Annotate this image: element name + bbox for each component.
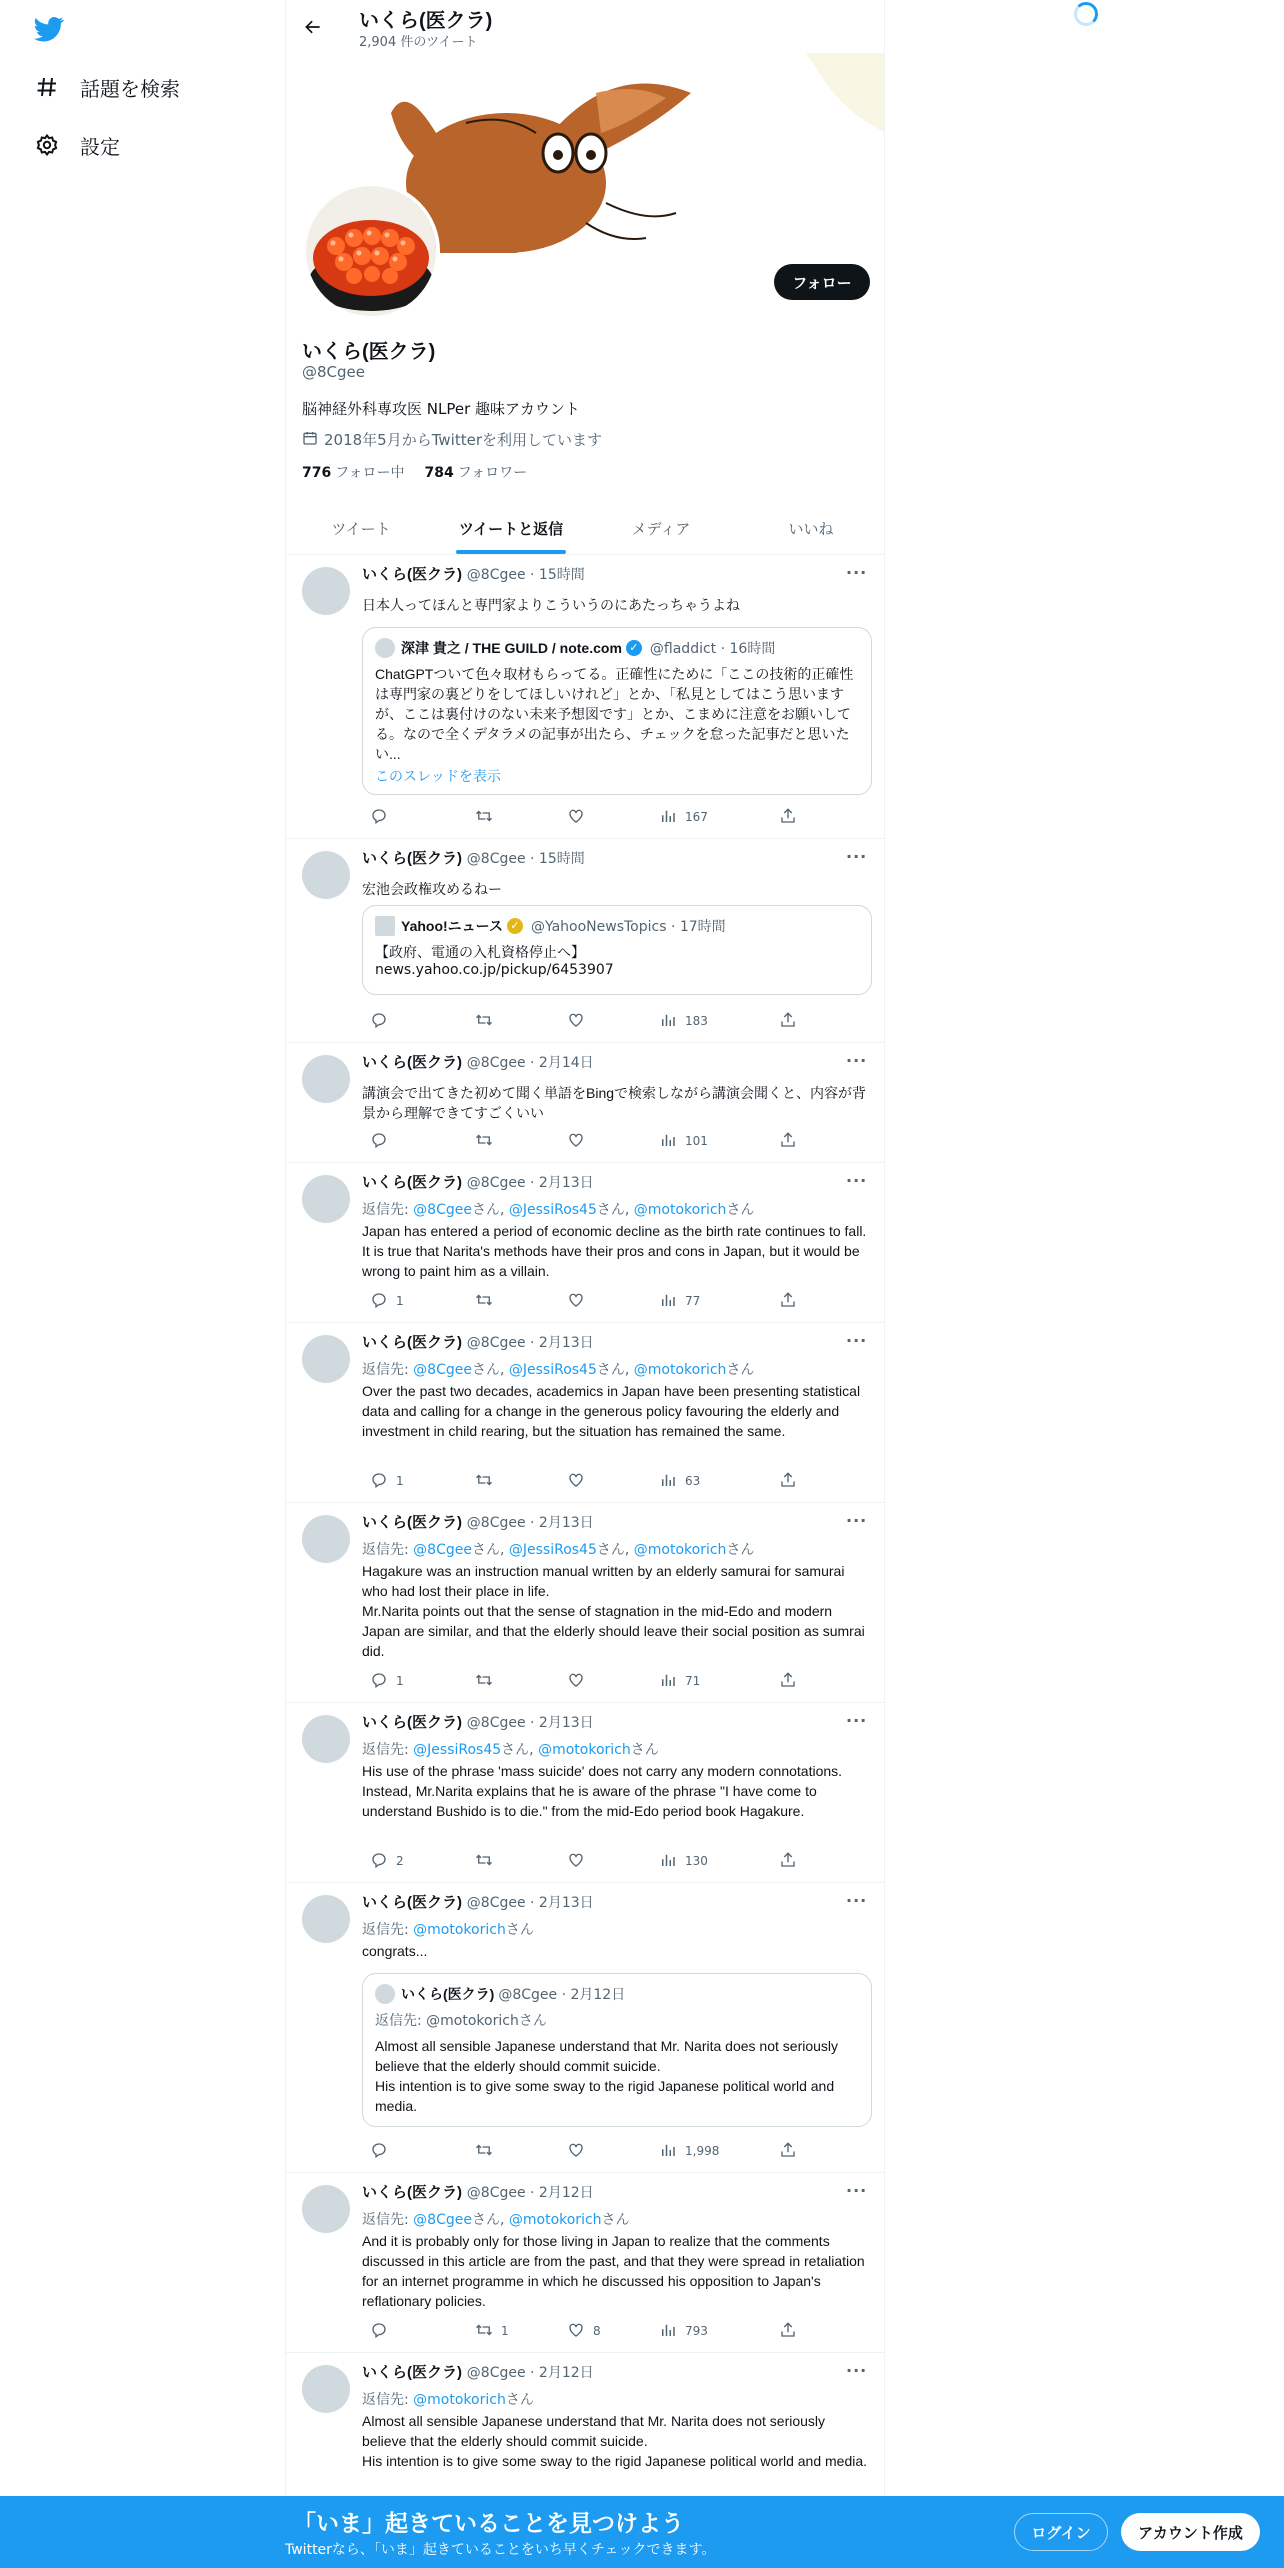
quoted-author-avatar bbox=[375, 1984, 395, 2004]
tweet-header bbox=[362, 1171, 594, 1192]
action-count: 71 bbox=[685, 1674, 701, 1688]
profile-stats bbox=[302, 462, 527, 482]
heart-icon bbox=[567, 1851, 585, 1872]
tweet-actions bbox=[362, 1011, 802, 1031]
reply-button[interactable] bbox=[362, 1131, 467, 1151]
profile-tabs bbox=[286, 502, 885, 555]
retweet-icon bbox=[475, 1671, 493, 1692]
tweet-item[interactable] bbox=[286, 555, 885, 839]
retweet-button[interactable] bbox=[467, 1291, 559, 1311]
tweet-actions bbox=[362, 2141, 802, 2161]
tweet-author-name[interactable]: いくら(医クラ) bbox=[362, 1514, 462, 1531]
nav-settings[interactable] bbox=[34, 125, 120, 165]
tweet-actions bbox=[362, 1131, 802, 1151]
following-count: 776 bbox=[302, 465, 332, 481]
reply-to-suffix: さん bbox=[501, 1742, 530, 1758]
reply-to-suffix: さん bbox=[505, 1922, 534, 1938]
tweet-actions bbox=[362, 807, 802, 827]
views-button[interactable] bbox=[651, 1671, 771, 1691]
more-options-icon[interactable]: ··· bbox=[846, 1511, 868, 1530]
signup-prompt-subtitle: Twitterなら、「いま」起きていることをいち早くチェックできます。 bbox=[285, 2542, 716, 2558]
like-button[interactable] bbox=[559, 2141, 651, 2161]
quoted-tweet-header bbox=[375, 916, 859, 936]
views-icon bbox=[659, 1291, 677, 1312]
heart-icon bbox=[567, 1671, 585, 1692]
reply-to-prefix: 返信先: bbox=[362, 1542, 414, 1558]
quoted-author-meta: @8Cgee · 2月12日 bbox=[498, 1987, 626, 2003]
reply-to-handle[interactable]: @8Cgee bbox=[413, 1542, 472, 1558]
reply-button[interactable] bbox=[362, 1011, 467, 1031]
joined-text: 2018年5月からTwitterを利用しています bbox=[324, 431, 602, 449]
quoted-author-avatar bbox=[375, 916, 395, 936]
heart-icon bbox=[567, 807, 585, 828]
tweet-item[interactable] bbox=[286, 1323, 885, 1503]
action-count: 63 bbox=[685, 1474, 701, 1488]
tab-tweets-and-replies[interactable]: ツイートと返信 bbox=[436, 502, 586, 554]
tweet-text: Almost all sensible Japanese understand that Mr. Narita does not seriously believe that the elderly should commit suicide. His intention is to give some sway to the rigid Japanese political world and media. bbox=[362, 2413, 868, 2469]
tweet-header bbox=[362, 1511, 594, 1532]
reply-icon bbox=[370, 1671, 388, 1692]
like-button[interactable] bbox=[559, 1671, 651, 1691]
quoted-author-name: Yahoo!ニュース bbox=[401, 918, 503, 934]
reply-button[interactable] bbox=[362, 2141, 467, 2161]
tweet-avatar[interactable] bbox=[302, 2185, 350, 2233]
views-icon bbox=[659, 1671, 677, 1692]
views-icon bbox=[659, 2321, 677, 2342]
retweet-button[interactable] bbox=[467, 807, 559, 827]
quoted-reply-to: 返信先: @motokorichさん bbox=[375, 2013, 547, 2029]
profile-header-bar bbox=[286, 0, 885, 53]
share-button[interactable] bbox=[771, 1851, 801, 1871]
reply-to-handle[interactable]: @motokorich bbox=[413, 2392, 506, 2408]
tweet-header bbox=[362, 563, 585, 584]
tweet-author-meta: @8Cgee · 2月12日 bbox=[466, 2365, 594, 2381]
tweet-text: 宏池会政権攻めるねー bbox=[362, 881, 502, 897]
like-button[interactable] bbox=[559, 1851, 651, 1871]
reply-to-suffix: さん bbox=[596, 1202, 625, 1218]
signup-prompt-bar bbox=[0, 2496, 1284, 2568]
followers-label: フォロワー bbox=[457, 465, 528, 481]
tweet-text: congrats... bbox=[362, 1943, 428, 1959]
views-button[interactable] bbox=[651, 2321, 771, 2341]
reply-to-suffix: さん bbox=[505, 2392, 534, 2408]
reply-to-suffix: さん bbox=[726, 1202, 755, 1218]
retweet-button[interactable] bbox=[467, 1011, 559, 1031]
action-count: 1 bbox=[396, 1474, 404, 1488]
tweet-author-name[interactable]: いくら(医クラ) bbox=[362, 850, 462, 867]
tweet-text: And it is probably only for those living in Japan to realize that the comments discussed in this article are from the past, and that they were spread in retaliation for an internet programme in which he discussed his opposition to Japan's reflationary policies. bbox=[362, 2233, 865, 2309]
reply-to-suffix: さん bbox=[601, 2212, 630, 2228]
signup-button[interactable]: アカウント作成 bbox=[1121, 2513, 1260, 2551]
action-count: 8 bbox=[593, 2324, 601, 2338]
tweet-author-meta: @8Cgee · 2月13日 bbox=[466, 1895, 594, 1911]
share-icon bbox=[779, 2141, 797, 2162]
tweet-author-name[interactable]: いくら(医クラ) bbox=[362, 566, 462, 583]
tweet-author-meta: @8Cgee · 2月13日 bbox=[466, 1515, 594, 1531]
share-button[interactable] bbox=[771, 1131, 801, 1151]
more-options-icon[interactable]: ··· bbox=[846, 1171, 868, 1190]
more-options-icon[interactable]: ··· bbox=[846, 1891, 868, 1910]
tweet-author-name[interactable]: いくら(医クラ) bbox=[362, 1714, 462, 1731]
tweet-author-name[interactable]: いくら(医クラ) bbox=[362, 2184, 462, 2201]
signup-prompt-title: 「いま」起きていることを見つけよう bbox=[293, 2510, 684, 2536]
tweet-item[interactable] bbox=[286, 839, 885, 1043]
share-button[interactable] bbox=[771, 807, 801, 827]
followers-count: 784 bbox=[424, 465, 454, 481]
more-options-icon[interactable]: ··· bbox=[846, 2181, 868, 2200]
reply-to-line: 返信先: @JessiRos45さん, @motokorichさん bbox=[362, 1742, 659, 1758]
reply-button[interactable] bbox=[362, 2321, 467, 2341]
action-count: 167 bbox=[685, 810, 708, 824]
reply-to-line: 返信先: @8Cgeeさん, @JessiRos45さん, @motokorichさん bbox=[362, 1542, 755, 1558]
views-icon bbox=[659, 1131, 677, 1152]
share-icon bbox=[779, 1471, 797, 1492]
reply-to-handle[interactable]: @motokorich bbox=[633, 1362, 727, 1378]
more-options-icon[interactable]: ··· bbox=[846, 563, 868, 582]
tweet-author-meta: @8Cgee · 2月13日 bbox=[466, 1175, 594, 1191]
tweet-author-name[interactable]: いくら(医クラ) bbox=[362, 1894, 462, 1911]
login-button[interactable]: ログイン bbox=[1014, 2513, 1108, 2551]
reply-to-line bbox=[362, 1919, 534, 1939]
verified-gold-badge-icon: ✓ bbox=[507, 918, 523, 934]
tweet-author-meta: @8Cgee · 2月14日 bbox=[466, 1055, 594, 1071]
reply-to-suffix: さん bbox=[596, 1542, 625, 1558]
action-count: 183 bbox=[685, 1014, 708, 1028]
views-button[interactable] bbox=[651, 2141, 771, 2161]
tweet-avatar[interactable] bbox=[302, 1515, 350, 1563]
loading-spinner-icon bbox=[1074, 2, 1098, 26]
action-count: 1 bbox=[501, 2324, 509, 2338]
quoted-tweet-link[interactable]: news.yahoo.co.jp/pickup/6453907 bbox=[375, 962, 614, 978]
tweet-author-meta: @8Cgee · 2月13日 bbox=[466, 1335, 594, 1351]
share-button[interactable] bbox=[771, 1011, 801, 1031]
tweet-text: Japan has entered a period of economic decline as the birth rate continues to fall. It is true that Narita's methods have their pros and cons in Japan, but it would be wrong to paint him as a villain. bbox=[362, 1223, 867, 1279]
quoted-author-name: 深津 貴之 / THE GUILD / note.com bbox=[401, 640, 622, 656]
tab-media[interactable]: メディア bbox=[631, 519, 691, 538]
tweet-author-meta: @8Cgee · 2月12日 bbox=[466, 2185, 594, 2201]
reply-to-handle[interactable]: @motokorich bbox=[538, 1742, 631, 1758]
gear-icon bbox=[34, 132, 60, 158]
reply-to-prefix: 返信先: bbox=[362, 1922, 414, 1938]
more-options-icon[interactable]: ··· bbox=[846, 1711, 868, 1730]
reply-button[interactable] bbox=[362, 1471, 467, 1491]
tweet-avatar[interactable] bbox=[302, 1335, 350, 1383]
share-button[interactable] bbox=[771, 1671, 801, 1691]
reply-to-handle[interactable]: @JessiRos45 bbox=[508, 1542, 597, 1558]
followers-link[interactable] bbox=[425, 465, 528, 481]
tweet-header bbox=[362, 1711, 594, 1732]
profile-joined-date bbox=[302, 429, 602, 450]
tweet-text: Hagakure was an instruction manual written by an elderly samurai for samurai who had lost their place in life. Mr.Narita points out that the sense of stagnation in the mid-Edo and modern Japan are similar, and that the elderly should leave their social position as sumrai did. bbox=[362, 1563, 865, 1659]
reply-to-prefix: 返信先: bbox=[362, 2212, 414, 2228]
more-options-icon[interactable]: ··· bbox=[846, 1331, 868, 1350]
action-count: 1 bbox=[396, 1674, 404, 1688]
share-button[interactable] bbox=[771, 1291, 801, 1311]
retweet-button[interactable] bbox=[467, 1851, 559, 1871]
profile-avatar[interactable] bbox=[302, 182, 440, 320]
share-icon bbox=[779, 2321, 797, 2342]
tab-tweets[interactable]: ツイート bbox=[331, 519, 391, 538]
reply-to-suffix: さん bbox=[471, 2212, 500, 2228]
tweet-author-name[interactable]: いくら(医クラ) bbox=[362, 1174, 462, 1191]
reply-to-line: 返信先: @8Cgeeさん, @motokorichさん bbox=[362, 2212, 630, 2228]
reply-to-handle[interactable]: @8Cgee bbox=[413, 1362, 472, 1378]
reply-icon bbox=[370, 1131, 388, 1152]
share-icon bbox=[779, 1671, 797, 1692]
action-count: 130 bbox=[685, 1854, 708, 1868]
tweet-avatar[interactable] bbox=[302, 1055, 350, 1103]
tweet-header bbox=[362, 1051, 594, 1072]
tweet-text: His use of the phrase 'mass suicide' does not carry any modern connotations. Instead, Mr.Narita explains that he is aware of the phrase "I have come to understand Bushido is to die." from the mid-Edo period book Hagakure. bbox=[362, 1763, 843, 1819]
views-button[interactable] bbox=[651, 1131, 771, 1151]
like-button[interactable] bbox=[559, 1291, 651, 1311]
views-button[interactable] bbox=[651, 1851, 771, 1871]
tweet-actions bbox=[362, 1851, 802, 1871]
reply-to-suffix: さん bbox=[471, 1202, 500, 1218]
reply-to-suffix: さん bbox=[726, 1362, 755, 1378]
retweet-icon bbox=[475, 1851, 493, 1872]
retweet-icon bbox=[475, 1131, 493, 1152]
tweet-item[interactable] bbox=[286, 1043, 885, 1163]
retweet-icon bbox=[475, 1471, 493, 1492]
reply-to-handle[interactable]: @motokorich bbox=[413, 1922, 506, 1938]
retweet-icon bbox=[475, 807, 493, 828]
tweet-author-meta: @8Cgee · 15時間 bbox=[466, 567, 585, 583]
left-sidebar bbox=[0, 0, 285, 2568]
views-icon bbox=[659, 1471, 677, 1492]
heart-icon bbox=[567, 2321, 585, 2342]
tweet-avatar[interactable] bbox=[302, 1895, 350, 1943]
like-button[interactable] bbox=[559, 807, 651, 827]
views-icon bbox=[659, 1011, 677, 1032]
quoted-tweet-text: 【政府、電通の入札資格停止へ】 bbox=[375, 944, 585, 960]
reply-icon bbox=[370, 1471, 388, 1492]
tweet-item[interactable] bbox=[286, 1163, 885, 1323]
profile-bio: 脳神経外科専攻医 NLPer 趣味アカウント bbox=[302, 400, 580, 418]
tweet-header bbox=[362, 847, 585, 868]
action-count: 1,998 bbox=[685, 2144, 720, 2158]
retweet-icon bbox=[475, 1291, 493, 1312]
quoted-tweet-text: ChatGPTついて色々取材もらってる。正確性にために「ここの技術的正確性は専門家の裏どりをしてほしいけれど」とか、「私見としてはこう思いますが、ここは裏付けのない未来予想図です」とか、こまめに注意をお願いしてる。なので全くデタラメの記事が出たら、チェックを怠った記事だと思いたい... bbox=[375, 666, 854, 762]
retweet-icon bbox=[475, 2141, 493, 2162]
reply-to-handle[interactable]: @motokorich bbox=[508, 2212, 602, 2228]
reply-icon bbox=[370, 807, 388, 828]
reply-button[interactable] bbox=[362, 807, 467, 827]
header-profile-name: いくら(医クラ) bbox=[359, 10, 493, 32]
views-icon bbox=[659, 1851, 677, 1872]
like-button[interactable] bbox=[559, 1131, 651, 1151]
views-icon bbox=[659, 2141, 677, 2162]
tweet-text: 日本人ってほんと専門家よりこういうのにあたっちゃうよね bbox=[362, 597, 740, 613]
reply-to-prefix: 返信先: bbox=[362, 1202, 414, 1218]
reply-to-line: 返信先: @8Cgeeさん, @JessiRos45さん, @motokorichさん bbox=[362, 1202, 755, 1218]
hashtag-icon bbox=[34, 74, 60, 100]
heart-icon bbox=[567, 1011, 585, 1032]
more-options-icon[interactable]: ··· bbox=[846, 1051, 868, 1070]
quoted-tweet[interactable] bbox=[362, 905, 872, 995]
nav-explore-label: 話題を検索 bbox=[80, 76, 180, 101]
quoted-tweet-header bbox=[375, 1984, 859, 2004]
following-link[interactable] bbox=[302, 465, 405, 481]
reply-to-suffix: さん bbox=[726, 1542, 755, 1558]
tweet-author-meta: @8Cgee · 2月13日 bbox=[466, 1715, 594, 1731]
reply-to-prefix: 返信先: bbox=[362, 1742, 414, 1758]
tweet-item[interactable] bbox=[286, 1703, 885, 1883]
tweet-avatar[interactable] bbox=[302, 567, 350, 615]
heart-icon bbox=[567, 1471, 585, 1492]
quoted-tweet[interactable] bbox=[362, 1973, 872, 2127]
reply-to-handle[interactable]: @8Cgee bbox=[413, 2212, 472, 2228]
views-button[interactable] bbox=[651, 1011, 771, 1031]
quoted-tweet[interactable] bbox=[362, 627, 872, 795]
views-button[interactable] bbox=[651, 1471, 771, 1491]
twitter-logo-icon[interactable] bbox=[34, 14, 64, 44]
heart-icon bbox=[567, 1291, 585, 1312]
calendar-icon bbox=[302, 430, 318, 450]
share-button[interactable] bbox=[771, 2321, 801, 2341]
retweet-button[interactable] bbox=[467, 1131, 559, 1151]
share-icon bbox=[779, 1851, 797, 1872]
reply-to-suffix: さん bbox=[596, 1362, 625, 1378]
views-icon bbox=[659, 807, 677, 828]
share-icon bbox=[779, 1291, 797, 1312]
tweet-item[interactable] bbox=[286, 2173, 885, 2353]
follow-button[interactable]: フォロー bbox=[774, 264, 870, 300]
tweet-author-name[interactable]: いくら(医クラ) bbox=[362, 1334, 462, 1351]
action-count: 2 bbox=[396, 1854, 404, 1868]
retweet-button[interactable] bbox=[467, 2321, 559, 2341]
tweet-avatar[interactable] bbox=[302, 851, 350, 899]
more-options-icon[interactable]: ··· bbox=[846, 847, 868, 866]
reply-button[interactable] bbox=[362, 1851, 467, 1871]
tweet-avatar[interactable] bbox=[302, 2365, 350, 2413]
reply-to-prefix: 返信先: bbox=[362, 1362, 414, 1378]
action-count: 77 bbox=[685, 1294, 701, 1308]
quoted-tweet-link[interactable]: このスレッドを表示 bbox=[375, 769, 501, 785]
like-button[interactable] bbox=[559, 1471, 651, 1491]
share-button[interactable] bbox=[771, 1471, 801, 1491]
quoted-tweet-header bbox=[375, 638, 859, 658]
views-button[interactable] bbox=[651, 807, 771, 827]
tweet-header bbox=[362, 1891, 594, 1912]
tweet-header bbox=[362, 2181, 594, 2202]
tweet-text: Over the past two decades, academics in Japan have been presenting statistical data and calling for a change in the generous policy favouring the elderly and investment in child rearing, but the situation has remained the same. bbox=[362, 1383, 861, 1439]
action-count: 101 bbox=[685, 1134, 708, 1148]
reply-icon bbox=[370, 2321, 388, 2342]
reply-to-handle[interactable]: @JessiRos45 bbox=[413, 1742, 502, 1758]
action-count: 793 bbox=[685, 2324, 708, 2338]
reply-to-handle[interactable]: @JessiRos45 bbox=[508, 1362, 597, 1378]
tweet-item[interactable] bbox=[286, 1883, 885, 2173]
reply-to-handle[interactable]: @JessiRos45 bbox=[508, 1202, 597, 1218]
like-button[interactable] bbox=[559, 2321, 651, 2341]
heart-icon bbox=[567, 1131, 585, 1152]
reply-to-handle[interactable]: @motokorich bbox=[633, 1202, 727, 1218]
like-button[interactable] bbox=[559, 1011, 651, 1031]
share-icon bbox=[779, 807, 797, 828]
reply-icon bbox=[370, 1851, 388, 1872]
back-arrow-icon[interactable] bbox=[300, 14, 326, 40]
more-options-icon[interactable]: ··· bbox=[846, 2361, 868, 2380]
reply-button[interactable] bbox=[362, 1291, 467, 1311]
profile-handle: @8Cgee bbox=[302, 363, 365, 381]
nav-explore[interactable] bbox=[34, 67, 180, 107]
quoted-author-meta: @fladdict · 16時間 bbox=[649, 641, 776, 657]
tweet-avatar[interactable] bbox=[302, 1715, 350, 1763]
reply-icon bbox=[370, 1011, 388, 1032]
profile-column bbox=[285, 0, 885, 2568]
following-label: フォロー中 bbox=[335, 465, 405, 481]
reply-to-line bbox=[362, 2389, 534, 2409]
tab-likes[interactable]: いいね bbox=[788, 519, 834, 538]
share-button[interactable] bbox=[771, 2141, 801, 2161]
reply-to-suffix: さん bbox=[471, 1542, 500, 1558]
reply-icon bbox=[370, 1291, 388, 1312]
tweet-header bbox=[362, 2361, 594, 2382]
reply-button[interactable] bbox=[362, 1671, 467, 1691]
profile-name: いくら(医クラ) bbox=[302, 341, 436, 363]
action-count: 1 bbox=[396, 1294, 404, 1308]
tweet-actions bbox=[362, 1291, 802, 1311]
reply-to-suffix: さん bbox=[630, 1742, 659, 1758]
reply-to-prefix: 返信先: bbox=[362, 2392, 414, 2408]
reply-icon bbox=[370, 2141, 388, 2162]
retweet-button[interactable] bbox=[467, 1671, 559, 1691]
quoted-author-avatar bbox=[375, 638, 395, 658]
reply-to-line: 返信先: @8Cgeeさん, @JessiRos45さん, @motokorichさん bbox=[362, 1362, 755, 1378]
tweet-actions bbox=[362, 1471, 802, 1491]
retweet-button[interactable] bbox=[467, 2141, 559, 2161]
quoted-author-meta: @YahooNewsTopics · 17時間 bbox=[530, 919, 726, 935]
heart-icon bbox=[567, 2141, 585, 2162]
reply-to-handle[interactable]: @motokorich bbox=[633, 1542, 727, 1558]
views-button[interactable] bbox=[651, 1291, 771, 1311]
quoted-tweet-text: Almost all sensible Japanese understand that Mr. Narita does not seriously believe that the elderly should commit suicide. His intention is to give some sway to the rigid Japanese political world and media. bbox=[375, 2038, 839, 2114]
reply-to-suffix: さん bbox=[471, 1362, 500, 1378]
retweet-icon bbox=[475, 1011, 493, 1032]
tweet-author-meta: @8Cgee · 15時間 bbox=[466, 851, 585, 867]
nav-settings-label: 設定 bbox=[80, 134, 120, 159]
tweet-actions bbox=[362, 2321, 802, 2341]
reply-to-handle[interactable]: @8Cgee bbox=[413, 1202, 472, 1218]
tweet-item[interactable] bbox=[286, 1503, 885, 1703]
tweet-avatar[interactable] bbox=[302, 1175, 350, 1223]
tweet-actions bbox=[362, 1671, 802, 1691]
tweet-text: 講演会で出てきた初めて聞く単語をBingで検索しながら講演会聞くと、内容が背景から理解できてすごくいい bbox=[362, 1085, 867, 1121]
verified-badge-icon: ✓ bbox=[626, 640, 642, 656]
tweet-header bbox=[362, 1331, 594, 1352]
retweet-icon bbox=[475, 2321, 493, 2342]
header-tweet-count: 2,904 件のツイート bbox=[359, 35, 478, 50]
tweet-author-name[interactable]: いくら(医クラ) bbox=[362, 1054, 462, 1071]
retweet-button[interactable] bbox=[467, 1471, 559, 1491]
tweet-author-name[interactable]: いくら(医クラ) bbox=[362, 2364, 462, 2381]
share-icon bbox=[779, 1011, 797, 1032]
quoted-author-name: いくら(医クラ) bbox=[401, 1986, 495, 2002]
share-icon bbox=[779, 1131, 797, 1152]
